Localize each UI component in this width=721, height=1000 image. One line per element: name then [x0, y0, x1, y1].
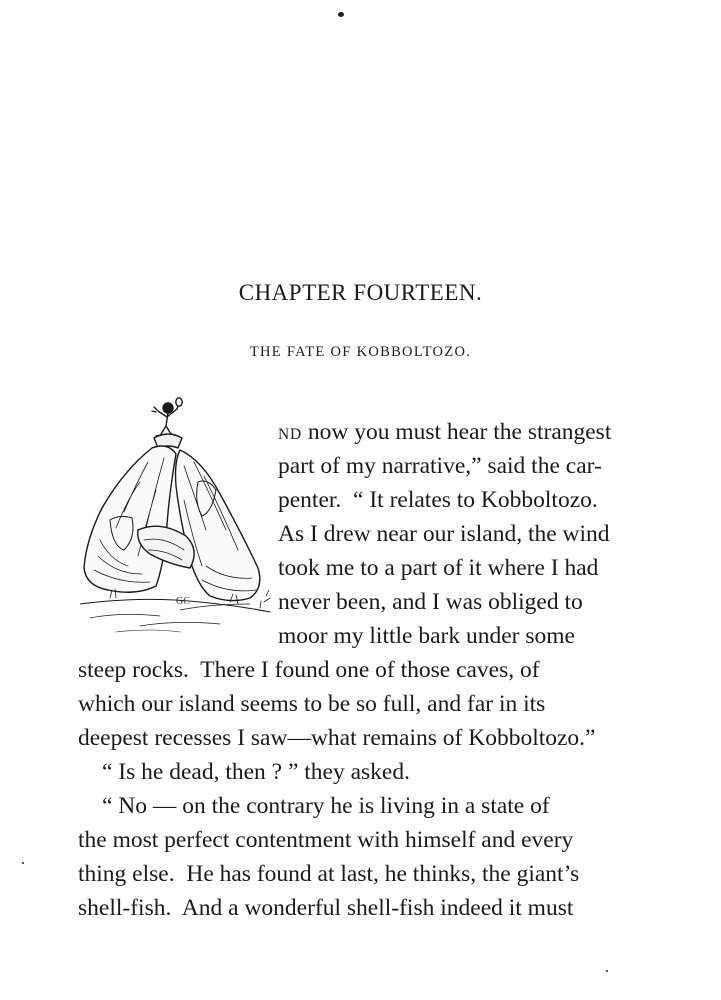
body-line-14: thing else. He has found at last, he thinks, the giant’s	[78, 861, 580, 887]
body-line-5: took me to a part of it where I had	[278, 555, 599, 581]
body-line-7: moor my little bark under some	[278, 623, 575, 649]
body-line-6: never been, and I was obliged to	[278, 589, 583, 615]
goblin-figure-icon	[152, 398, 182, 436]
drop-cap-continuation: ND	[278, 426, 302, 443]
body-line-8: steep rocks. There I found one of those caves, of	[78, 657, 540, 683]
illustrator-monogram: GC	[176, 596, 190, 607]
body-line-4: As I drew near our island, the wind	[278, 521, 610, 547]
chapter-heading: CHAPTER FOURTEEN.	[238, 280, 483, 305]
body-line-10: deepest recesses I saw—what remains of Kobboltozo.”	[78, 725, 596, 751]
illustrated-drop-cap-a	[80, 390, 272, 640]
body-line-11: “ Is he dead, then ? ” they asked.	[102, 759, 410, 785]
body-line-2: part of my narrative,” said the car-	[278, 453, 602, 479]
body-line-15: shell-fish. And a wonderful shell-fish indeed it must	[78, 895, 574, 921]
ink-speck	[338, 12, 344, 17]
body-line-1: ND now you must hear the strangest	[278, 419, 612, 445]
ink-speck	[606, 970, 608, 972]
body-line-9: which our island seems to be so full, and far in its	[78, 691, 546, 717]
body-line-3: penter. “ It relates to Kobboltozo.	[278, 487, 598, 513]
body-line-12: “ No — on the contrary he is living in a state of	[102, 793, 550, 819]
chapter-subtitle: THE FATE OF KOBBOLTOZO.	[249, 344, 472, 360]
body-line-13: the most perfect contentment with himself and every	[78, 827, 574, 853]
left-rock-pillar	[84, 446, 176, 592]
ink-speck	[22, 862, 24, 864]
